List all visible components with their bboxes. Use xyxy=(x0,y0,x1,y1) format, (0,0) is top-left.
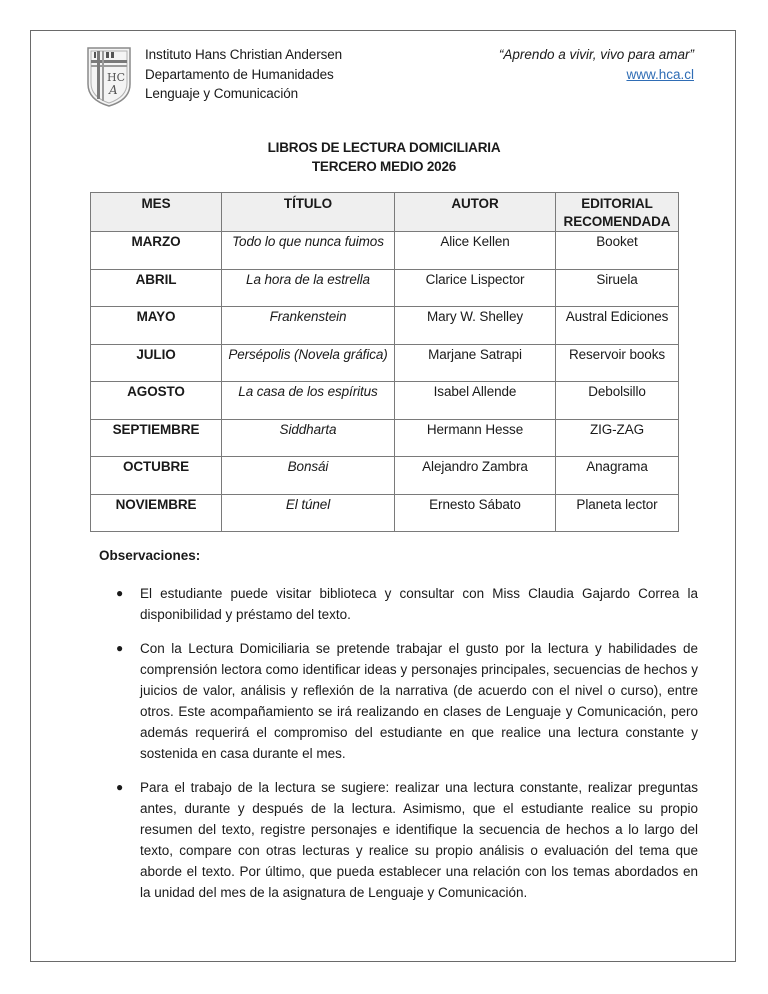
school-motto: “Aprendo a vivir, vivo para amar” xyxy=(498,47,694,62)
table-row xyxy=(91,457,679,495)
cell-editorial: Anagrama xyxy=(556,457,679,495)
header-mes: MES xyxy=(91,193,222,232)
header-editorial: EDITORIAL RECOMENDADA xyxy=(556,193,679,232)
bullet-icon: ● xyxy=(116,641,124,655)
cell-editorial: Planeta lector xyxy=(556,494,679,532)
table-row xyxy=(91,307,679,345)
cell-autor: Clarice Lispector xyxy=(395,269,556,307)
website-link[interactable]: www.hca.cl xyxy=(626,66,694,82)
title-line-1: LIBROS DE LECTURA DOMICILIARIA xyxy=(267,140,501,155)
department-name: Departamento de Humanidades xyxy=(145,66,334,82)
cell-mes: NOVIEMBRE xyxy=(91,494,222,532)
observation-text: El estudiante puede visitar biblioteca y consultar con Miss Claudia Gajardo Correa la disponibilidad y préstamo del texto. xyxy=(140,586,698,622)
table-row xyxy=(91,232,679,270)
cell-mes: AGOSTO xyxy=(91,382,222,420)
cell-mes: JULIO xyxy=(91,344,222,382)
cell-mes: MAYO xyxy=(91,307,222,345)
reading-list-table xyxy=(90,192,679,532)
cell-mes: ABRIL xyxy=(91,269,222,307)
cell-autor: Marjane Satrapi xyxy=(395,344,556,382)
cell-autor: Alice Kellen xyxy=(395,232,556,270)
cell-autor: Alejandro Zambra xyxy=(395,457,556,495)
cell-mes: SEPTIEMBRE xyxy=(91,419,222,457)
cell-editorial: Debolsillo xyxy=(556,382,679,420)
observations-list xyxy=(110,583,698,916)
institution-info xyxy=(145,45,342,104)
cell-editorial: Booket xyxy=(556,232,679,270)
observations-heading: Observaciones: xyxy=(99,548,201,563)
document-title xyxy=(0,138,768,176)
table-row xyxy=(91,269,679,307)
table-header-row xyxy=(91,193,679,232)
observation-text: Para el trabajo de la lectura se sugiere: realizar una lectura constante, realizar preguntas antes, durante y después de la lectura. Asimismo, que el estudiante realice su propio resumen del texto, registre personajes e identifique la secuencia de hechos a lo largo del texto, compare con otras lecturas y realice su propio análisis o evaluación del tema que aborde el texto. Por último, que pueda establecer una relación con los temas abordados en la unidad del mes de la asignatura de Lenguaje y Comunicación. xyxy=(140,780,698,900)
institution-name: Instituto Hans Christian Andersen xyxy=(145,47,343,62)
table-row xyxy=(91,382,679,420)
header-titulo: TÍTULO xyxy=(222,193,395,232)
observation-text: Con la Lectura Domiciliaria se pretende trabajar el gusto por la lectura y habilidades de comprensión lectora como identificar ideas y personajes principales, secuencias de hechos y juicios de valor, análisis y reflexión de la narrativa (de acuerdo con el nivel o curso), entre otros. Este acompañamiento se irá realizando en clases de Lenguaje y Comunicación, pero además requerirá el compromiso del estudiante en que realice una lectura constante y sostenida en casa durante el mes. xyxy=(140,641,698,761)
observation-item xyxy=(110,638,698,764)
cell-titulo: Todo lo que nunca fuimos xyxy=(222,232,395,270)
subject-name: Lenguaje y Comunicación xyxy=(145,86,299,101)
table-row xyxy=(91,494,679,532)
observation-item xyxy=(110,583,698,625)
motto-block xyxy=(499,45,694,84)
cell-autor: Isabel Allende xyxy=(395,382,556,420)
cell-mes: MARZO xyxy=(91,232,222,270)
title-line-2: TERCERO MEDIO 2026 xyxy=(311,159,457,174)
bullet-icon: ● xyxy=(116,586,124,600)
table-row xyxy=(91,344,679,382)
cell-titulo: Persépolis (Novela gráfica) xyxy=(222,344,395,382)
cell-titulo: El túnel xyxy=(222,494,395,532)
cell-titulo: La casa de los espíritus xyxy=(222,382,395,420)
bullet-icon: ● xyxy=(116,780,124,794)
cell-titulo: Siddharta xyxy=(222,419,395,457)
cell-autor: Ernesto Sábato xyxy=(395,494,556,532)
cell-editorial: Reservoir books xyxy=(556,344,679,382)
cell-editorial: Austral Ediciones xyxy=(556,307,679,345)
cell-mes: OCTUBRE xyxy=(91,457,222,495)
svg-text:A: A xyxy=(109,83,118,97)
school-crest-icon xyxy=(86,46,132,108)
cell-titulo: La hora de la estrella xyxy=(222,269,395,307)
cell-autor: Mary W. Shelley xyxy=(395,307,556,345)
cell-autor: Hermann Hesse xyxy=(395,419,556,457)
cell-titulo: Bonsái xyxy=(222,457,395,495)
table-body xyxy=(91,232,679,532)
header-autor: AUTOR xyxy=(395,193,556,232)
cell-titulo: Frankenstein xyxy=(222,307,395,345)
observation-item xyxy=(110,777,698,903)
table-row xyxy=(91,419,679,457)
cell-editorial: Siruela xyxy=(556,269,679,307)
cell-editorial: ZIG-ZAG xyxy=(556,419,679,457)
svg-text:HC: HC xyxy=(107,71,126,84)
